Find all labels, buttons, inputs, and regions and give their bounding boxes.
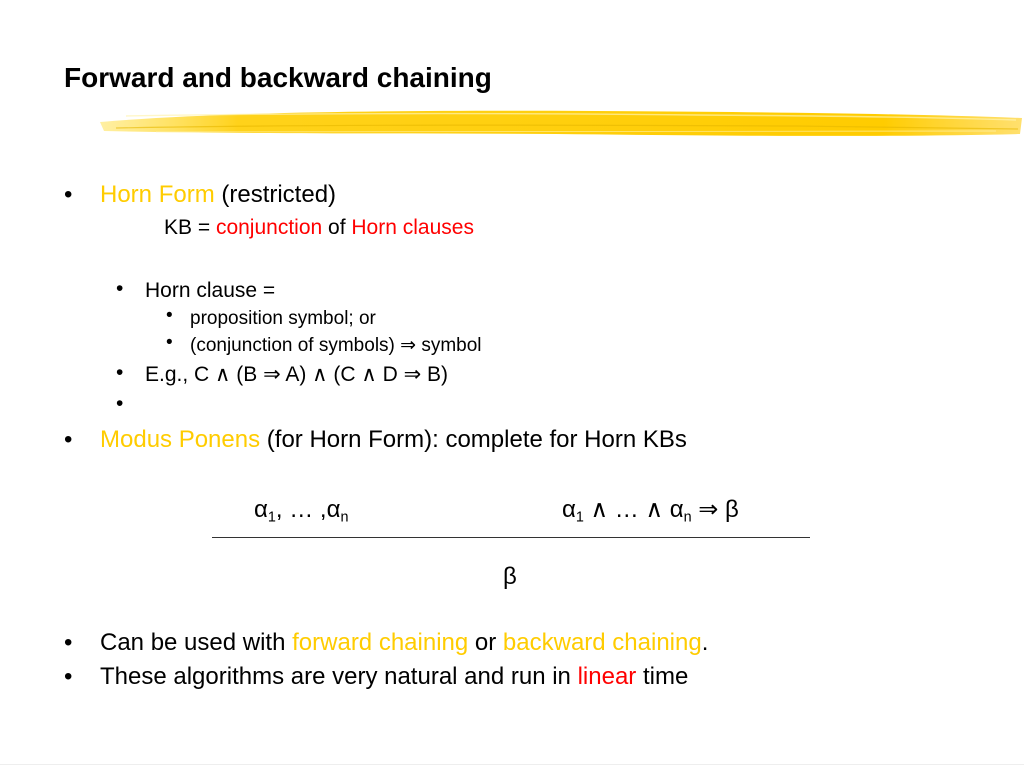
premise-left [254, 496, 348, 524]
usage-forward-chaining: forward chaining [292, 629, 469, 656]
subscript: 1 [575, 509, 584, 526]
title-underline-brush [96, 104, 1024, 144]
horn-form-line [100, 181, 336, 209]
horn-form-term: Horn Form [100, 181, 215, 208]
horn-clause-item: proposition symbol; or [190, 308, 376, 329]
horn-clause-item: (conjunction of symbols) ⇒ symbol [190, 335, 482, 356]
conclusion: β [503, 563, 517, 590]
usage-prefix: Can be used with [100, 629, 293, 656]
alpha-symbol: α [254, 496, 268, 523]
bullet: • [64, 663, 73, 690]
bullet: • [64, 629, 73, 656]
modus-ponens-line [100, 426, 687, 454]
inference-rule-line [212, 537, 810, 538]
premise-right [562, 496, 739, 524]
bullet: • [166, 332, 173, 353]
kb-conjunction: conjunction [215, 216, 323, 239]
usage-end: . [701, 629, 709, 656]
usage-backward-chaining: backward chaining [502, 629, 702, 656]
horn-clause-label: Horn clause = [145, 279, 276, 302]
kb-horn-clauses: Horn clauses [351, 216, 474, 239]
complexity-prefix: These algorithms are very natural and run in [100, 663, 578, 690]
complexity-linear: linear [577, 663, 637, 690]
modus-ponens-term: Modus Ponens [100, 426, 261, 453]
slide-title: Forward and backward chaining [64, 62, 492, 93]
bullet: • [116, 392, 124, 415]
premise-tail: ⇒ β [691, 496, 739, 523]
horn-form-rest: (restricted) [214, 181, 337, 208]
usage-line [100, 629, 708, 657]
modus-ponens-rest: (for Horn Form): complete for Horn KBs [260, 426, 687, 453]
bullet: • [166, 305, 173, 326]
alpha-symbol: α [562, 496, 576, 523]
horn-clause-example: E.g., C ∧ (B ⇒ A) ∧ (C ∧ D ⇒ B) [145, 363, 449, 386]
subscript: n [683, 509, 692, 526]
premise-mid: , … ,α [275, 496, 341, 523]
bullet: • [116, 361, 124, 384]
complexity-line [100, 663, 688, 691]
usage-or: or [468, 629, 503, 656]
kb-of: of [322, 216, 352, 239]
kb-prefix: KB = [164, 216, 216, 239]
subscript: n [340, 509, 349, 526]
bullet: • [64, 426, 73, 453]
premise-mid: ∧ … ∧ α [583, 496, 684, 523]
subscript: 1 [267, 509, 276, 526]
kb-definition-line [164, 214, 474, 242]
bullet: • [64, 181, 73, 208]
complexity-suffix: time [636, 663, 689, 690]
footer-divider [0, 764, 1024, 765]
bullet: • [116, 277, 124, 300]
